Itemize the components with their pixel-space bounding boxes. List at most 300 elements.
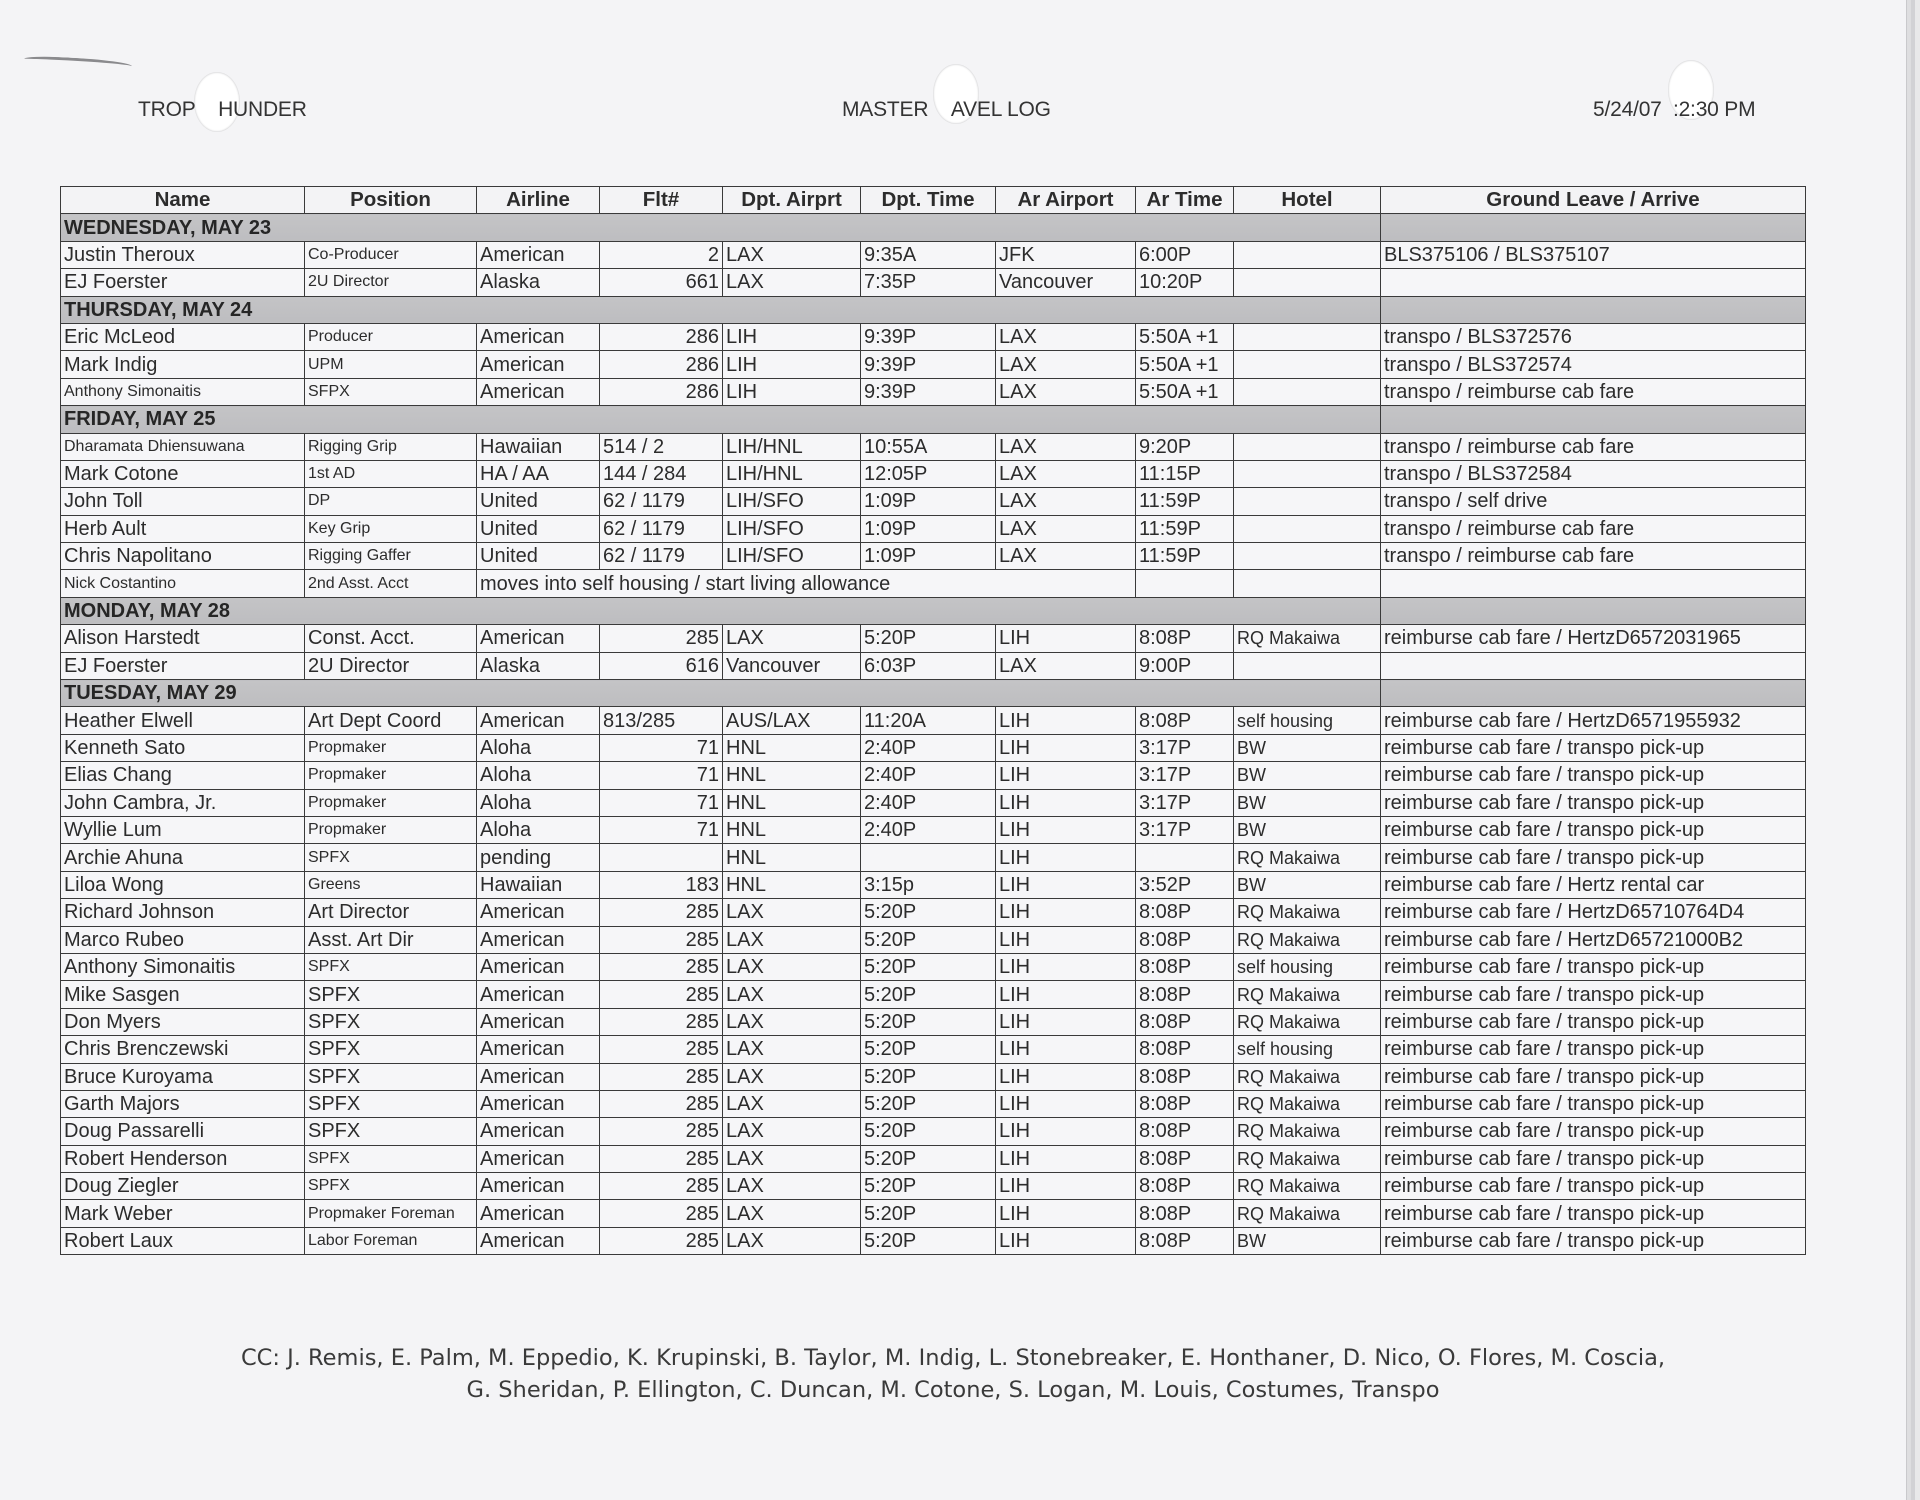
ar-airport-cell: LAX xyxy=(996,433,1136,460)
hotel-cell: RQ Makaiwa xyxy=(1234,625,1381,652)
ar-time-cell: 8:08P xyxy=(1136,1227,1234,1254)
airline-cell: pending xyxy=(477,844,600,871)
dpt-airport-cell: LIH/SFO xyxy=(723,515,861,542)
ar-time-cell xyxy=(1234,570,1381,597)
dpt-airport-cell: LAX xyxy=(723,241,861,268)
flight-number-cell: 286 xyxy=(600,378,723,405)
ground-cell: reimburse cab fare / transpo pick-up xyxy=(1381,1200,1806,1227)
traveler-position: SPFX xyxy=(305,1063,477,1090)
hotel-cell xyxy=(1234,488,1381,515)
col-airline: Airline xyxy=(477,187,600,214)
ar-time-cell: 8:08P xyxy=(1136,926,1234,953)
traveler-row xyxy=(61,460,1806,487)
ground-cell: BLS375106 / BLS375107 xyxy=(1381,241,1806,268)
traveler-name: Mark Weber xyxy=(61,1200,305,1227)
ar-airport-cell: LIH xyxy=(996,981,1136,1008)
traveler-row xyxy=(61,1118,1806,1145)
dpt-airport-cell: LAX xyxy=(723,926,861,953)
traveler-position: Rigging Gaffer xyxy=(305,543,477,570)
ar-time-cell: 9:20P xyxy=(1136,433,1234,460)
traveler-position: DP xyxy=(305,488,477,515)
document-title: MASTER AVEL LOG xyxy=(842,98,1051,121)
hotel-cell xyxy=(1234,543,1381,570)
column-header-row xyxy=(61,187,1806,214)
traveler-name: Bruce Kuroyama xyxy=(61,1063,305,1090)
hotel-cell: BW xyxy=(1234,871,1381,898)
airline-cell: American xyxy=(477,351,600,378)
flight-number-cell: 616 xyxy=(600,652,723,679)
traveler-row xyxy=(61,543,1806,570)
traveler-row xyxy=(61,1173,1806,1200)
traveler-row xyxy=(61,1063,1806,1090)
day-label: FRIDAY, MAY 25 xyxy=(61,406,1381,433)
traveler-position: 2nd Asst. Acct xyxy=(305,570,477,597)
ar-time-cell: 8:08P xyxy=(1136,953,1234,980)
ar-airport-cell: LIH xyxy=(996,1118,1136,1145)
flight-number-cell: 285 xyxy=(600,1090,723,1117)
airline-cell: United xyxy=(477,488,600,515)
ground-cell: reimburse cab fare / transpo pick-up xyxy=(1381,1090,1806,1117)
airline-cell: American xyxy=(477,1063,600,1090)
traveler-name: Robert Laux xyxy=(61,1227,305,1254)
dpt-time-cell: 2:40P xyxy=(861,816,996,843)
dpt-time-cell: 5:20P xyxy=(861,953,996,980)
dpt-airport-cell: LAX xyxy=(723,953,861,980)
dpt-time-cell: 11:20A xyxy=(861,707,996,734)
flight-number-cell: 285 xyxy=(600,926,723,953)
ar-time-cell: 8:08P xyxy=(1136,1090,1234,1117)
dpt-airport-cell: LIH/HNL xyxy=(723,460,861,487)
col-name: Name xyxy=(61,187,305,214)
dpt-time-cell: 6:03P xyxy=(861,652,996,679)
airline-cell: HA / AA xyxy=(477,460,600,487)
day-section-row xyxy=(61,296,1806,323)
flight-number-cell: 62 / 1179 xyxy=(600,543,723,570)
airline-cell: American xyxy=(477,1036,600,1063)
hotel-cell: RQ Makaiwa xyxy=(1234,1063,1381,1090)
ar-airport-cell: LIH xyxy=(996,707,1136,734)
traveler-name: Alison Harstedt xyxy=(61,625,305,652)
ar-time-cell: 5:50A +1 xyxy=(1136,378,1234,405)
ar-airport-cell: LAX xyxy=(996,378,1136,405)
traveler-name: Chris Brenczewski xyxy=(61,1036,305,1063)
hotel-cell: BW xyxy=(1234,816,1381,843)
airline-cell: American xyxy=(477,323,600,350)
ground-cell: reimburse cab fare / transpo pick-up xyxy=(1381,1118,1806,1145)
airline-cell: Aloha xyxy=(477,762,600,789)
traveler-position: Propmaker xyxy=(305,789,477,816)
flight-number-cell: 285 xyxy=(600,1036,723,1063)
flight-number-cell: 285 xyxy=(600,1063,723,1090)
ar-time-cell: 6:00P xyxy=(1136,241,1234,268)
traveler-position: SPFX xyxy=(305,1008,477,1035)
hotel-cell: RQ Makaiwa xyxy=(1234,1145,1381,1172)
flight-number-cell: 286 xyxy=(600,351,723,378)
dpt-time-cell: 5:20P xyxy=(861,1200,996,1227)
dpt-time-cell: 3:15p xyxy=(861,871,996,898)
airline-cell: Aloha xyxy=(477,789,600,816)
col-flight: Flt# xyxy=(600,187,723,214)
dpt-airport-cell: LAX xyxy=(723,1063,861,1090)
ar-airport-cell: LIH xyxy=(996,625,1136,652)
dpt-time-cell: 1:09P xyxy=(861,488,996,515)
flight-number-cell: 514 / 2 xyxy=(600,433,723,460)
airline-cell: Alaska xyxy=(477,652,600,679)
traveler-position: Propmaker xyxy=(305,762,477,789)
dpt-airport-cell: LAX xyxy=(723,1036,861,1063)
hotel-cell: self housing xyxy=(1234,1036,1381,1063)
traveler-row xyxy=(61,652,1806,679)
airline-cell: American xyxy=(477,1200,600,1227)
ar-airport-cell: LAX xyxy=(996,515,1136,542)
dpt-airport-cell: LAX xyxy=(723,981,861,1008)
airline-cell: American xyxy=(477,707,600,734)
ar-time-cell: 8:08P xyxy=(1136,981,1234,1008)
flight-number-cell: 71 xyxy=(600,816,723,843)
hotel-cell: self housing xyxy=(1234,953,1381,980)
dpt-time-cell xyxy=(861,844,996,871)
day-ground-cell xyxy=(1381,680,1806,707)
ar-airport-cell: LIH xyxy=(996,953,1136,980)
ground-cell xyxy=(1381,652,1806,679)
ground-cell: reimburse cab fare / transpo pick-up xyxy=(1381,789,1806,816)
hotel-cell xyxy=(1234,652,1381,679)
traveler-row xyxy=(61,433,1806,460)
col-dpt-time: Dpt. Time xyxy=(861,187,996,214)
hotel-cell xyxy=(1234,269,1381,296)
ground-cell: reimburse cab fare / transpo pick-up xyxy=(1381,816,1806,843)
traveler-name: Justin Theroux xyxy=(61,241,305,268)
flight-number-cell: 71 xyxy=(600,789,723,816)
ar-time-cell: 8:08P xyxy=(1136,625,1234,652)
traveler-name: John Cambra, Jr. xyxy=(61,789,305,816)
ar-airport-cell: LIH xyxy=(996,1036,1136,1063)
ar-time-cell xyxy=(1136,844,1234,871)
flight-number-cell: 285 xyxy=(600,1008,723,1035)
traveler-name: Marco Rubeo xyxy=(61,926,305,953)
ar-airport-cell: LAX xyxy=(996,543,1136,570)
hotel-cell xyxy=(1234,460,1381,487)
dpt-airport-cell: HNL xyxy=(723,789,861,816)
dpt-time-cell: 5:20P xyxy=(861,1227,996,1254)
hotel-cell: self housing xyxy=(1234,707,1381,734)
ar-time-cell: 11:15P xyxy=(1136,460,1234,487)
flight-number-cell: 183 xyxy=(600,871,723,898)
ar-time-cell: 11:59P xyxy=(1136,543,1234,570)
traveler-row xyxy=(61,515,1806,542)
ground-cell: transpo / reimburse cab fare xyxy=(1381,543,1806,570)
dpt-time-cell: 2:40P xyxy=(861,734,996,761)
dpt-time-cell: 2:40P xyxy=(861,789,996,816)
hotel-cell: RQ Makaiwa xyxy=(1234,1200,1381,1227)
traveler-position: SPFX xyxy=(305,1090,477,1117)
ground-cell: reimburse cab fare / transpo pick-up xyxy=(1381,1036,1806,1063)
ar-airport-cell: LIH xyxy=(996,762,1136,789)
traveler-position: 2U Director xyxy=(305,652,477,679)
ground-cell: transpo / self drive xyxy=(1381,488,1806,515)
ar-time-cell: 3:17P xyxy=(1136,734,1234,761)
dpt-time-cell: 5:20P xyxy=(861,1008,996,1035)
traveler-name: Mark Indig xyxy=(61,351,305,378)
day-ground-cell xyxy=(1381,214,1806,241)
airline-cell: American xyxy=(477,1008,600,1035)
dpt-time-cell: 5:20P xyxy=(861,926,996,953)
ground-cell: transpo / BLS372574 xyxy=(1381,351,1806,378)
dpt-airport-cell: LAX xyxy=(723,899,861,926)
ground-cell xyxy=(1381,269,1806,296)
ar-time-cell: 3:17P xyxy=(1136,816,1234,843)
production-title: TROP HUNDER xyxy=(138,98,307,121)
hotel-cell: RQ Makaiwa xyxy=(1234,981,1381,1008)
flight-number-cell: 285 xyxy=(600,899,723,926)
traveler-name: Chris Napolitano xyxy=(61,543,305,570)
traveler-position: Greens xyxy=(305,871,477,898)
traveler-row xyxy=(61,378,1806,405)
print-timestamp xyxy=(1593,98,1755,122)
traveler-position: 1st AD xyxy=(305,460,477,487)
traveler-position: Propmaker xyxy=(305,816,477,843)
traveler-position: SPFX xyxy=(305,844,477,871)
dpt-time-cell: 9:39P xyxy=(861,378,996,405)
hotel-cell: BW xyxy=(1234,1227,1381,1254)
traveler-name: Mike Sasgen xyxy=(61,981,305,1008)
flight-number-cell: 144 / 284 xyxy=(600,460,723,487)
traveler-position: Propmaker Foreman xyxy=(305,1200,477,1227)
traveler-position: Producer xyxy=(305,323,477,350)
flight-number-cell: 661 xyxy=(600,269,723,296)
dpt-time-cell: 5:20P xyxy=(861,1063,996,1090)
flight-number-cell: 285 xyxy=(600,1227,723,1254)
dpt-airport-cell: HNL xyxy=(723,762,861,789)
traveler-row xyxy=(61,789,1806,816)
hotel-cell: BW xyxy=(1234,762,1381,789)
hotel-cell xyxy=(1234,323,1381,350)
day-label: TUESDAY, MAY 29 xyxy=(61,680,1381,707)
dpt-airport-cell: HNL xyxy=(723,844,861,871)
dpt-time-cell: 5:20P xyxy=(861,625,996,652)
ar-airport-cell: LIH xyxy=(996,789,1136,816)
ground-cell: reimburse cab fare / HertzD65721000B2 xyxy=(1381,926,1806,953)
dpt-airport-cell: LIH xyxy=(723,378,861,405)
day-section-row xyxy=(61,680,1806,707)
traveler-position: Labor Foreman xyxy=(305,1227,477,1254)
hotel-cell xyxy=(1234,241,1381,268)
dpt-time-cell: 5:20P xyxy=(861,1118,996,1145)
day-ground-cell xyxy=(1381,597,1806,624)
traveler-name: Heather Elwell xyxy=(61,707,305,734)
ground-cell: reimburse cab fare / transpo pick-up xyxy=(1381,1173,1806,1200)
traveler-position: Propmaker xyxy=(305,734,477,761)
traveler-name: Kenneth Sato xyxy=(61,734,305,761)
traveler-name: Elias Chang xyxy=(61,762,305,789)
ar-time-cell: 3:52P xyxy=(1136,871,1234,898)
traveler-row xyxy=(61,899,1806,926)
traveler-name: Doug Passarelli xyxy=(61,1118,305,1145)
traveler-position: SPFX xyxy=(305,953,477,980)
cc-line-1: CC: J. Remis, E. Palm, M. Eppedio, K. Krupinski, B. Taylor, M. Indig, L. Stonebreaker, E. Honthaner, D. Nico, O. Flores, M. Coscia, xyxy=(240,1345,1666,1371)
traveler-position: Co-Producer xyxy=(305,241,477,268)
col-hotel: Hotel xyxy=(1234,187,1381,214)
traveler-name: John Toll xyxy=(61,488,305,515)
ground-cell: reimburse cab fare / transpo pick-up xyxy=(1381,1063,1806,1090)
dpt-airport-cell: LAX xyxy=(723,1173,861,1200)
flight-number-cell: 285 xyxy=(600,625,723,652)
traveler-row xyxy=(61,981,1806,1008)
ground-cell: transpo / BLS372576 xyxy=(1381,323,1806,350)
ar-airport-cell: LIH xyxy=(996,844,1136,871)
day-label: THURSDAY, MAY 24 xyxy=(61,296,1381,323)
ar-airport-cell: LAX xyxy=(996,323,1136,350)
traveler-name: Robert Henderson xyxy=(61,1145,305,1172)
dpt-time-cell: 5:20P xyxy=(861,981,996,1008)
airline-cell: Aloha xyxy=(477,734,600,761)
hotel-cell xyxy=(1234,433,1381,460)
traveler-name: Dharamata Dhiensuwana xyxy=(61,433,305,460)
traveler-row xyxy=(61,762,1806,789)
dpt-time-cell: 1:09P xyxy=(861,515,996,542)
ar-time-cell: 5:50A +1 xyxy=(1136,351,1234,378)
dpt-time-cell: 7:35P xyxy=(861,269,996,296)
traveler-row xyxy=(61,816,1806,843)
hotel-cell xyxy=(1234,378,1381,405)
dpt-time-cell: 5:20P xyxy=(861,1173,996,1200)
travel-log-body xyxy=(61,214,1806,1255)
flight-number-cell: 285 xyxy=(600,1173,723,1200)
traveler-row xyxy=(61,1145,1806,1172)
print-time: :2:30 PM xyxy=(1667,98,1756,121)
traveler-row xyxy=(61,351,1806,378)
traveler-row xyxy=(61,488,1806,515)
ar-time-cell: 5:50A +1 xyxy=(1136,323,1234,350)
day-ground-cell xyxy=(1381,406,1806,433)
traveler-row xyxy=(61,241,1806,268)
ground-cell: reimburse cab fare / transpo pick-up xyxy=(1381,762,1806,789)
col-position: Position xyxy=(305,187,477,214)
traveler-position: SPFX xyxy=(305,1173,477,1200)
traveler-position: SPFX xyxy=(305,1036,477,1063)
airline-cell: American xyxy=(477,899,600,926)
traveler-row xyxy=(61,323,1806,350)
ground-cell: reimburse cab fare / Hertz rental car xyxy=(1381,871,1806,898)
hotel-cell: BW xyxy=(1234,734,1381,761)
ground-cell: reimburse cab fare / transpo pick-up xyxy=(1381,844,1806,871)
dpt-time-cell: 9:39P xyxy=(861,323,996,350)
day-section-row xyxy=(61,406,1806,433)
traveler-name: EJ Foerster xyxy=(61,269,305,296)
ar-airport-cell: LIH xyxy=(996,1173,1136,1200)
dpt-airport-cell: HNL xyxy=(723,871,861,898)
day-section-row xyxy=(61,214,1806,241)
ground-cell: transpo / BLS372584 xyxy=(1381,460,1806,487)
dpt-airport-cell: LAX xyxy=(723,1008,861,1035)
dpt-time-cell: 5:20P xyxy=(861,1090,996,1117)
ar-airport-cell: LIH xyxy=(996,1227,1136,1254)
col-ar-time: Ar Time xyxy=(1136,187,1234,214)
dpt-time-cell: 5:20P xyxy=(861,899,996,926)
ground-cell: reimburse cab fare / transpo pick-up xyxy=(1381,953,1806,980)
dpt-airport-cell: LAX xyxy=(723,269,861,296)
dpt-time-cell: 10:55A xyxy=(861,433,996,460)
ar-airport-cell: LAX xyxy=(996,652,1136,679)
traveler-row xyxy=(61,1090,1806,1117)
day-label: MONDAY, MAY 28 xyxy=(61,597,1381,624)
traveler-position: SFPX xyxy=(305,378,477,405)
dpt-airport-cell: LAX xyxy=(723,1118,861,1145)
ar-airport-cell: LIH xyxy=(996,734,1136,761)
day-label: WEDNESDAY, MAY 23 xyxy=(61,214,1381,241)
ground-cell: reimburse cab fare / transpo pick-up xyxy=(1381,1227,1806,1254)
flight-number-cell: 71 xyxy=(600,734,723,761)
traveler-row xyxy=(61,570,1806,597)
airline-cell: American xyxy=(477,1090,600,1117)
ground-cell: reimburse cab fare / HertzD65710764D4 xyxy=(1381,899,1806,926)
flight-number-cell: 285 xyxy=(600,1200,723,1227)
traveler-position: SPFX xyxy=(305,1145,477,1172)
hotel-cell xyxy=(1381,570,1806,597)
traveler-name: Wyllie Lum xyxy=(61,816,305,843)
dpt-airport-cell: LIH/HNL xyxy=(723,433,861,460)
traveler-name: Anthony Simonaitis xyxy=(61,953,305,980)
ground-cell: reimburse cab fare / transpo pick-up xyxy=(1381,734,1806,761)
ar-airport-cell: LIH xyxy=(996,871,1136,898)
traveler-row xyxy=(61,1036,1806,1063)
traveler-row xyxy=(61,871,1806,898)
flight-number-cell: 285 xyxy=(600,1145,723,1172)
traveler-name: Herb Ault xyxy=(61,515,305,542)
ground-cell: transpo / reimburse cab fare xyxy=(1381,515,1806,542)
airline-cell: American xyxy=(477,1227,600,1254)
ground-cell: reimburse cab fare / transpo pick-up xyxy=(1381,981,1806,1008)
traveler-name: Anthony Simonaitis xyxy=(61,378,305,405)
airline-cell: American xyxy=(477,625,600,652)
traveler-row xyxy=(61,707,1806,734)
ar-time-cell: 11:59P xyxy=(1136,488,1234,515)
traveler-name: EJ Foerster xyxy=(61,652,305,679)
flight-number-cell: 2 xyxy=(600,241,723,268)
airline-cell: American xyxy=(477,1118,600,1145)
col-ground: Ground Leave / Arrive xyxy=(1381,187,1806,214)
ar-airport-cell: LAX xyxy=(996,351,1136,378)
ar-time-cell: 8:08P xyxy=(1136,707,1234,734)
cc-line-2: G. Sheridan, P. Ellington, C. Duncan, M. Cotone, S. Logan, M. Louis, Costumes, Transpo xyxy=(466,1377,1440,1403)
dpt-time-cell: 5:20P xyxy=(861,1036,996,1063)
dpt-airport-cell: LAX xyxy=(723,625,861,652)
flight-number-cell: 285 xyxy=(600,981,723,1008)
ar-time-cell: 8:08P xyxy=(1136,899,1234,926)
flight-number-cell: 62 / 1179 xyxy=(600,488,723,515)
hotel-cell: RQ Makaiwa xyxy=(1234,1008,1381,1035)
day-section-row xyxy=(61,597,1806,624)
flight-number-cell: 285 xyxy=(600,953,723,980)
dpt-airport-cell: LAX xyxy=(723,1227,861,1254)
ar-airport-cell: LAX xyxy=(996,488,1136,515)
hotel-cell: RQ Makaiwa xyxy=(1234,899,1381,926)
traveler-position: UPM xyxy=(305,351,477,378)
ar-time-cell: 11:59P xyxy=(1136,515,1234,542)
dpt-airport-cell: LIH xyxy=(723,323,861,350)
ar-airport-cell: LIH xyxy=(996,1200,1136,1227)
airline-cell: American xyxy=(477,378,600,405)
flight-number-cell: 286 xyxy=(600,323,723,350)
dpt-airport-cell: LAX xyxy=(723,1145,861,1172)
dpt-airport-cell: HNL xyxy=(723,734,861,761)
airline-cell: American xyxy=(477,926,600,953)
ar-time-cell: 3:17P xyxy=(1136,762,1234,789)
traveler-position: SPFX xyxy=(305,1118,477,1145)
airline-cell: Aloha xyxy=(477,816,600,843)
airline-cell: Hawaiian xyxy=(477,871,600,898)
traveler-position: Asst. Art Dir xyxy=(305,926,477,953)
